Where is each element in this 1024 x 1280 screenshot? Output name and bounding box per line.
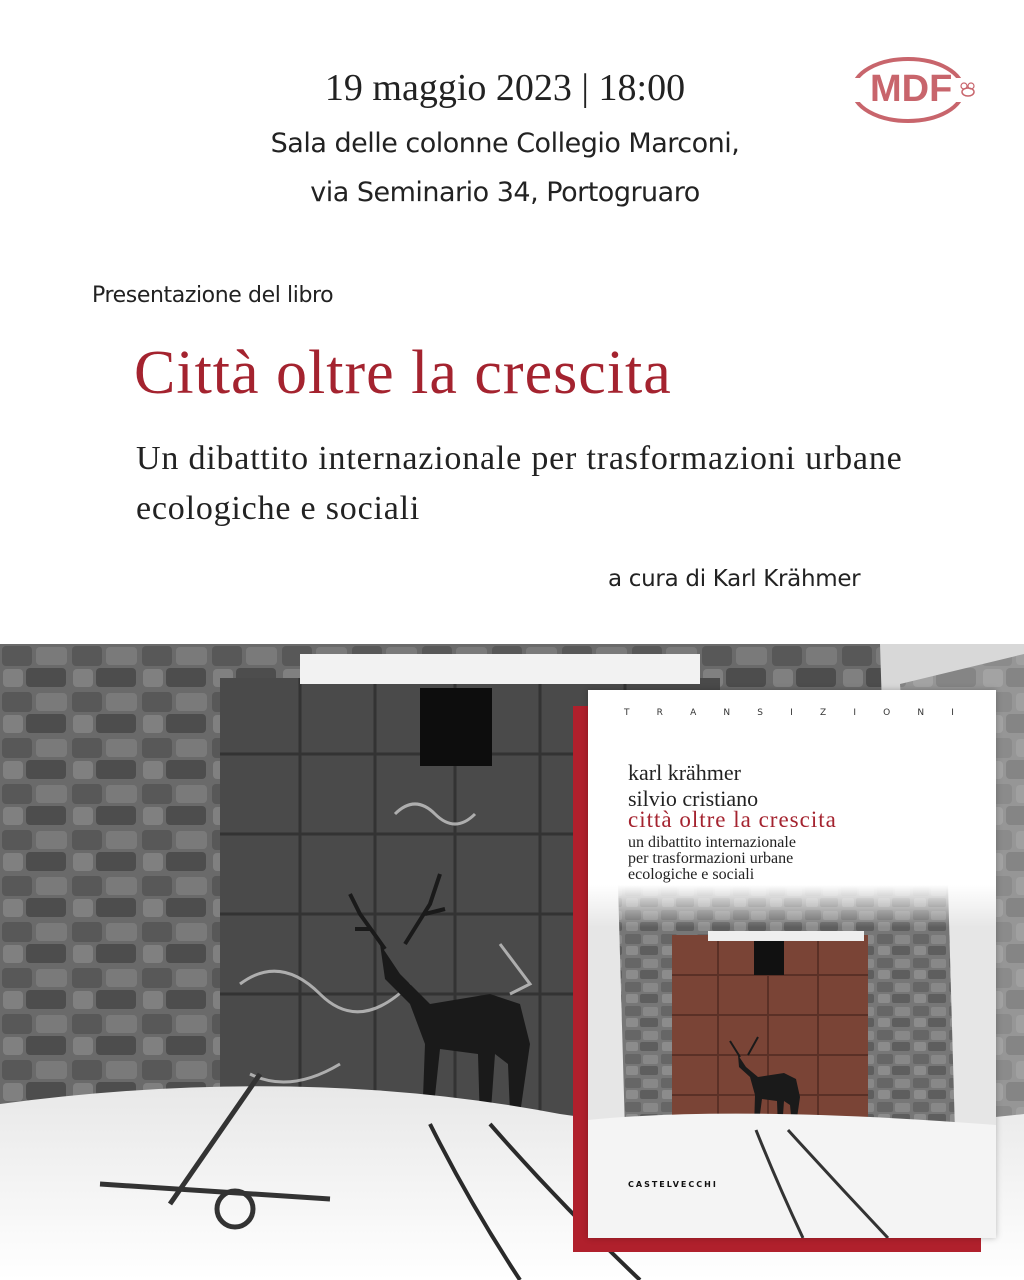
series-name: T R A N S I Z I O N I <box>624 708 954 718</box>
venue-line-1: Sala delle colonne Collegio Marconi, <box>270 128 740 159</box>
logo-text: MDF <box>870 68 953 110</box>
cover-subtitle: un dibattito internazionale per trasformazioni urbane ecologiche e sociali <box>628 834 796 883</box>
cover-author-2: silvio cristiano <box>628 786 759 811</box>
cover-author-1: karl krähmer <box>628 760 741 785</box>
cover-title: città oltre la crescita <box>628 807 837 832</box>
book-subtitle: Un dibattito internazionale per trasformazioni urbane ecologiche e sociali <box>136 440 903 527</box>
venue-line-2: via Seminario 34, Portogruaro <box>310 177 700 208</box>
book-cover <box>588 690 996 1238</box>
book-editor: a cura di Karl Krähmer <box>608 566 861 592</box>
event-date-time: 19 maggio 2023 | 18:00 <box>324 67 686 109</box>
cover-publisher: CASTELVECCHI <box>628 1180 718 1189</box>
mdf-logo <box>850 52 982 130</box>
kicker-text: Presentazione del libro <box>92 283 334 308</box>
book-title: Città oltre la crescita <box>134 339 672 407</box>
